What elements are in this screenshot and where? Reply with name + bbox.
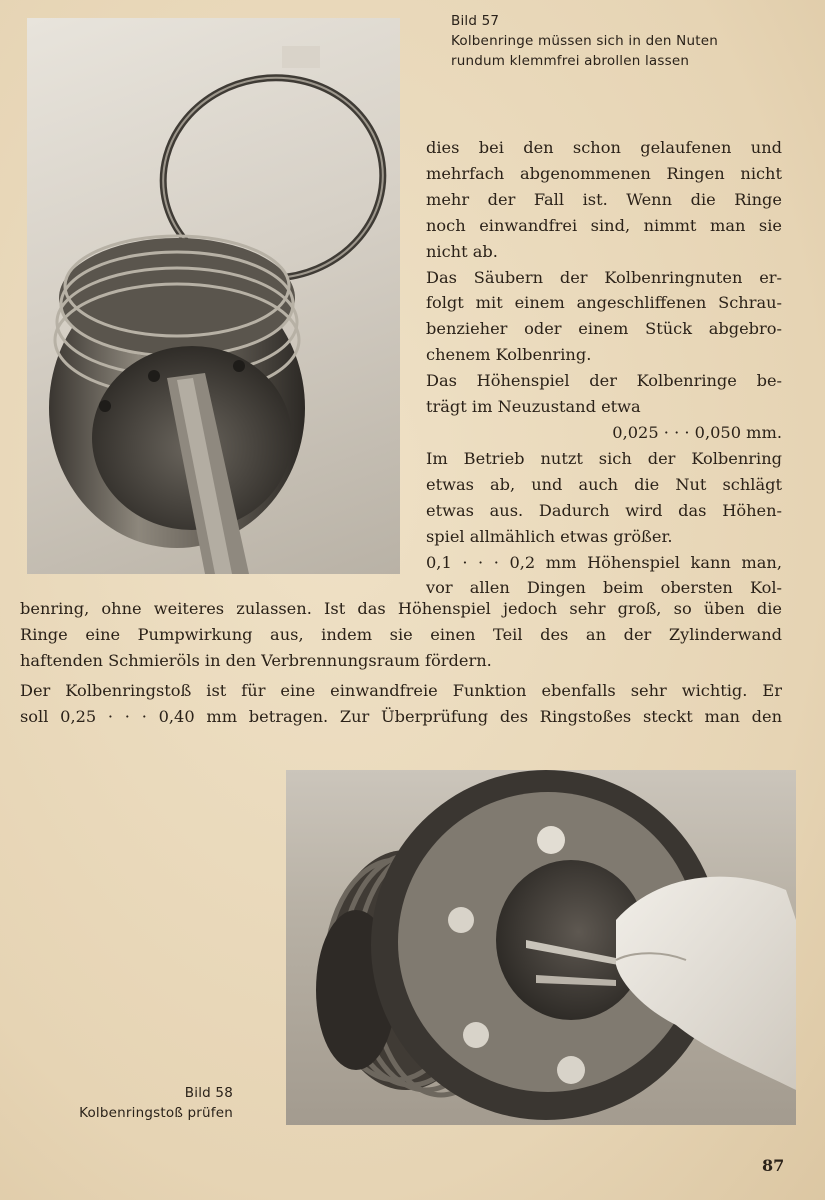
text-line: chenem Kolbenring.: [426, 345, 592, 365]
piston-ring-illustration: [27, 18, 400, 574]
figure-57-caption-line: Kolbenringe müssen sich in den Nuten: [451, 33, 718, 49]
text-line: mehr der Fall ist. Wenn die Ringe: [426, 189, 782, 209]
full-width-text: [20, 596, 782, 674]
text-line: mehrfach abgenommenen Ringen nicht: [426, 163, 782, 183]
figure-57-label: Bild 57: [451, 13, 500, 29]
page-number: 87: [762, 1156, 785, 1175]
text-line: 0,025 · · · 0,050 mm.: [612, 422, 782, 442]
text-line: soll 0,25 · · · 0,40 mm betragen. Zur Überprüfung des Ringstoßes steckt man den: [20, 706, 782, 726]
text-line: etwas aus. Dadurch wird das Höhen-: [426, 500, 782, 520]
ring-gap-photo: [286, 770, 796, 1125]
text-line: etwas ab, und auch die Nut schlägt: [426, 474, 782, 494]
text-line: benzieher oder einem Stück abgebro-: [426, 319, 782, 339]
text-line: noch einwandfrei sind, nimmt man sie: [426, 215, 782, 235]
text-line: vor allen Dingen beim obersten Kol-: [426, 578, 782, 598]
figure-58-label: Bild 58: [184, 1085, 233, 1101]
text-line: Ringe eine Pumpwirkung aus, indem sie einen Teil des an der Zylinderwand: [20, 624, 782, 644]
text-line: spiel allmählich etwas größer.: [426, 526, 673, 546]
figure-57-caption-line: rundum klemmfrei abrollen lassen: [451, 53, 690, 69]
text-line: dies bei den schon gelaufenen und: [426, 138, 782, 157]
figure-58-caption: [40, 1083, 233, 1123]
text-line: haftenden Schmieröls in den Verbrennungsraum fördern.: [20, 650, 492, 670]
full-width-text: [20, 678, 782, 730]
piston-ring-photo: [27, 18, 400, 574]
text-line: benring, ohne weiteres zulassen. Ist das Höhenspiel jedoch sehr groß, so üben die: [20, 599, 782, 618]
text-line: trägt im Neuzustand etwa: [426, 397, 641, 417]
text-line: Das Säubern der Kolbenringnuten er-: [426, 267, 782, 287]
ring-gap-illustration: [286, 770, 796, 1125]
text-line: nicht ab.: [426, 241, 498, 261]
column-text: [426, 135, 782, 601]
text-line: 0,1 · · · 0,2 mm Höhenspiel kann man,: [426, 552, 782, 572]
text-line: Das Höhenspiel der Kolbenringe be-: [426, 371, 782, 391]
text-line: folgt mit einem angeschliffenen Schrau-: [426, 293, 782, 313]
text-line: Der Kolbenringstoß ist für eine einwandfreie Funktion ebenfalls sehr wichtig. Er: [20, 681, 782, 700]
figure-58-caption-line: Kolbenringstoß prüfen: [79, 1105, 233, 1121]
text-line: Im Betrieb nutzt sich der Kolbenring: [426, 448, 782, 468]
figure-57-caption: [451, 11, 718, 71]
